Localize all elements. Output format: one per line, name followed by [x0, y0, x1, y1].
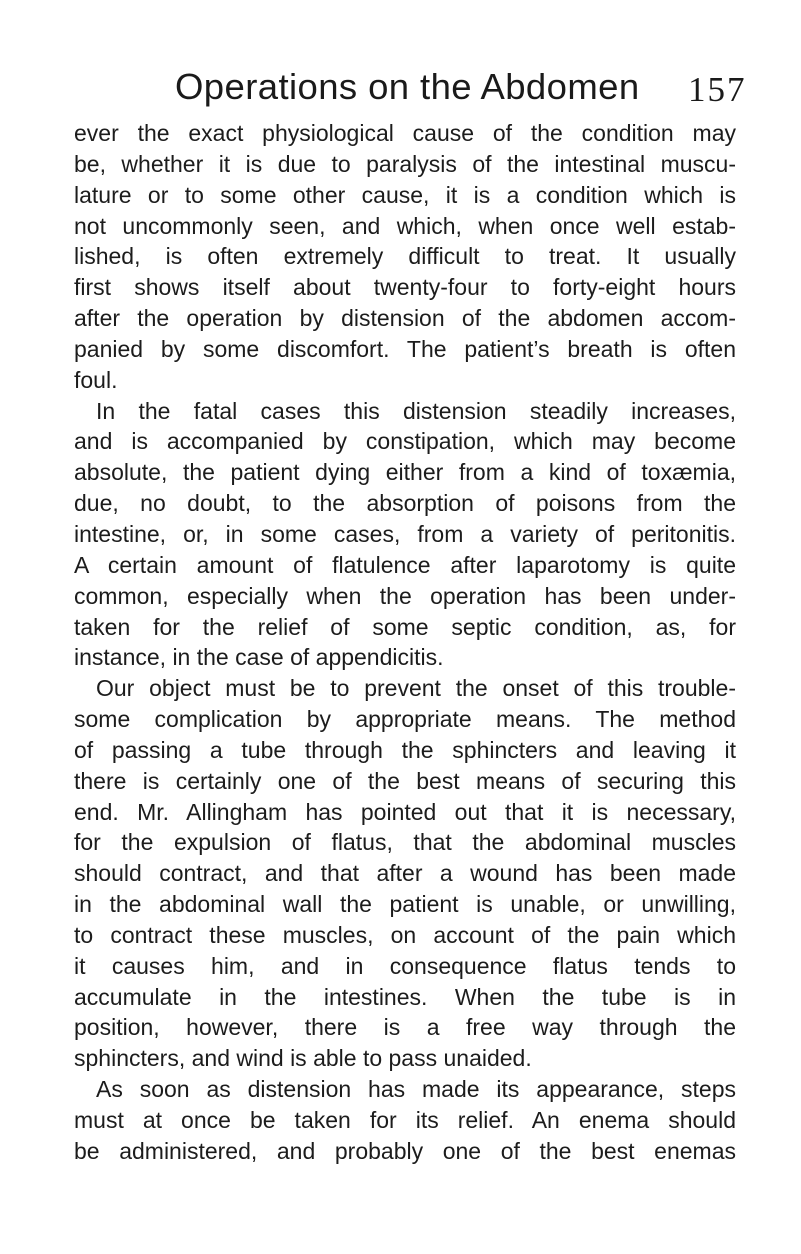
text-line: due, no doubt, to the absorption of poisons from the: [74, 490, 736, 517]
text-line: to contract these muscles, on account of the pain which: [74, 921, 736, 948]
text-line: of passing a tube through the sphincters and leaving it: [74, 736, 736, 763]
text-line: not uncommonly seen, and which, when once well estab-: [74, 212, 736, 239]
text-line: it causes him, and in consequence flatus tends to: [74, 952, 736, 979]
text-line: first shows itself about twenty-four to forty-eight hours: [74, 274, 736, 301]
text-line: be, whether it is due to paralysis of the intestinal muscu-: [74, 150, 736, 177]
text-line: panied by some discomfort. The patient’s breath is often: [74, 335, 736, 362]
text-line: foul.: [74, 366, 118, 393]
text-line: and is accompanied by constipation, which may become: [74, 428, 736, 455]
text-line: in the abdominal wall the patient is unable, or unwilling,: [74, 891, 736, 918]
text-line: ever the exact physiological cause of the condition may: [74, 120, 736, 146]
text-line: A certain amount of flatulence after laparotomy is quite: [74, 551, 736, 578]
text-line: some complication by appropriate means. The method: [74, 706, 736, 733]
running-head: [175, 62, 747, 112]
text-line: In the fatal cases this distension steadily increases,: [96, 397, 736, 424]
text-line: common, especially when the operation has been under-: [74, 582, 736, 609]
text-line: after the operation by distension of the abdomen accom-: [74, 305, 736, 332]
text-line: lished, is often extremely difficult to treat. It usually: [74, 243, 736, 270]
text-line: must at once be taken for its relief. An enema should: [74, 1107, 736, 1133]
page-number: 157: [688, 70, 747, 109]
text-line: lature or to some other cause, it is a condition which is: [74, 181, 736, 208]
text-line: sphincters, and wind is able to pass unaided.: [74, 1045, 532, 1072]
text-line: should contract, and that after a wound has been made: [74, 860, 736, 887]
text-line: intestine, or, in some cases, from a variety of peritonitis.: [74, 520, 736, 547]
text-line: instance, in the case of appendicitis.: [74, 644, 444, 671]
text-line: Our object must be to prevent the onset of this trouble-: [96, 675, 736, 702]
text-line: accumulate in the intestines. When the tube is in: [74, 983, 736, 1010]
text-line: taken for the relief of some septic condition, as, for: [74, 613, 736, 640]
text-line: for the expulsion of flatus, that the abdominal muscles: [74, 829, 736, 856]
text-line: absolute, the patient dying either from a kind of toxæmia,: [74, 459, 736, 486]
text-line: position, however, there is a free way through the: [74, 1014, 736, 1041]
text-line: be administered, and probably one of the best enemas: [74, 1137, 736, 1164]
text-line: As soon as distension has made its appearance, steps: [96, 1076, 736, 1103]
running-title: Operations on the Abdomen: [175, 66, 640, 107]
body-text: [74, 118, 736, 1167]
text-line: there is certainly one of the best means of securing this: [74, 767, 736, 794]
text-line: end. Mr. Allingham has pointed out that it is necessary,: [74, 798, 736, 825]
